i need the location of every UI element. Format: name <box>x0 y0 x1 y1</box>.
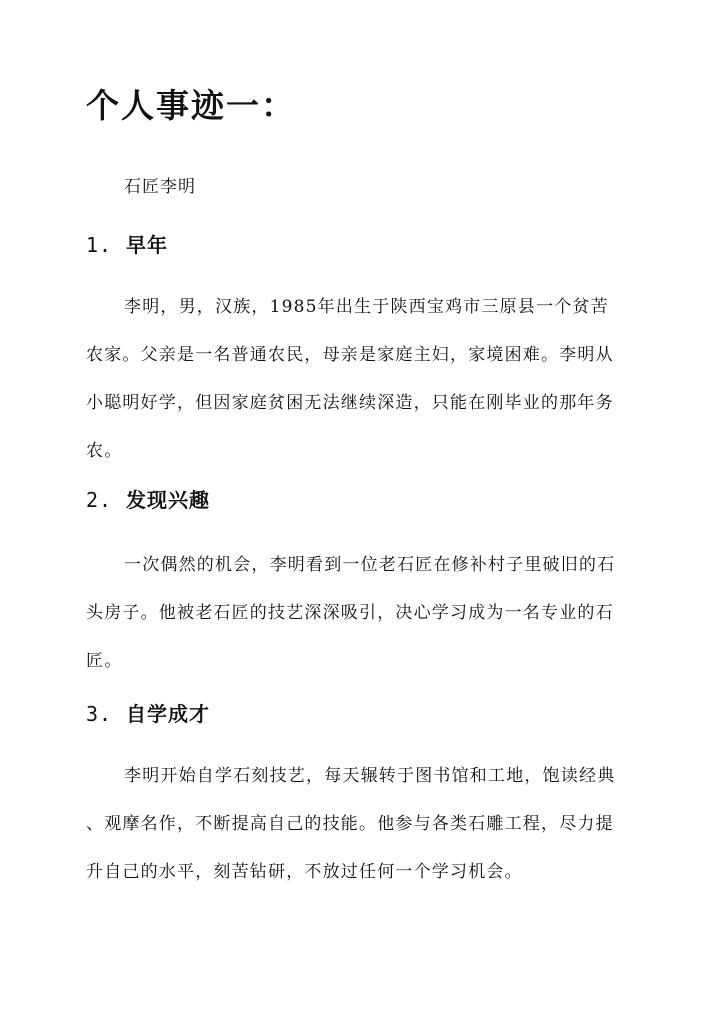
section-title: 早年 <box>126 233 168 257</box>
document-subtitle: 石匠李明 <box>124 177 196 197</box>
section-number: 3. <box>86 702 113 726</box>
section-title: 发现兴趣 <box>126 488 210 512</box>
paragraph-line: 头房子。他被老石匠的技艺深深吸引，决心学习成为一名专业的石 <box>86 603 614 623</box>
section-paragraph-discover-interest <box>86 552 615 696</box>
section-paragraph-self-taught <box>86 763 615 907</box>
section-heading-discover-interest <box>86 485 210 515</box>
paragraph-line: 李明，男，汉族，1985年出生于陕西宝鸡市三原县一个贫苦 <box>124 297 609 317</box>
paragraph-line: 小聪明好学，但因家庭贫困无法继续深造，只能在刚毕业的那年务 <box>86 393 614 413</box>
paragraph-line: 一次偶然的机会，李明看到一位老石匠在修补村子里破旧的石 <box>124 555 616 575</box>
document-title: 个人事迹一： <box>86 86 296 125</box>
section-heading-early-years <box>86 230 168 260</box>
paragraph-line: 农家。父亲是一名普通农民，母亲是家庭主妇，家境困难。李明从 <box>86 345 614 365</box>
paragraph-line: 李明开始自学石刻技艺，每天辗转于图书馆和工地，饱读经典 <box>124 766 616 786</box>
paragraph-line: 、观摩名作，不断提高自己的技能。他参与各类石雕工程，尽力提 <box>86 814 614 834</box>
section-number: 1. <box>86 233 113 257</box>
section-heading-self-taught <box>86 699 210 729</box>
paragraph-line: 升自己的水平，刻苦钻研，不放过任何一个学习机会。 <box>86 862 523 882</box>
section-paragraph-early-years <box>86 294 614 486</box>
paragraph-line: 匠。 <box>86 651 123 671</box>
section-number: 2. <box>86 488 113 512</box>
section-title: 自学成才 <box>126 702 210 726</box>
paragraph-line: 农。 <box>86 441 123 461</box>
